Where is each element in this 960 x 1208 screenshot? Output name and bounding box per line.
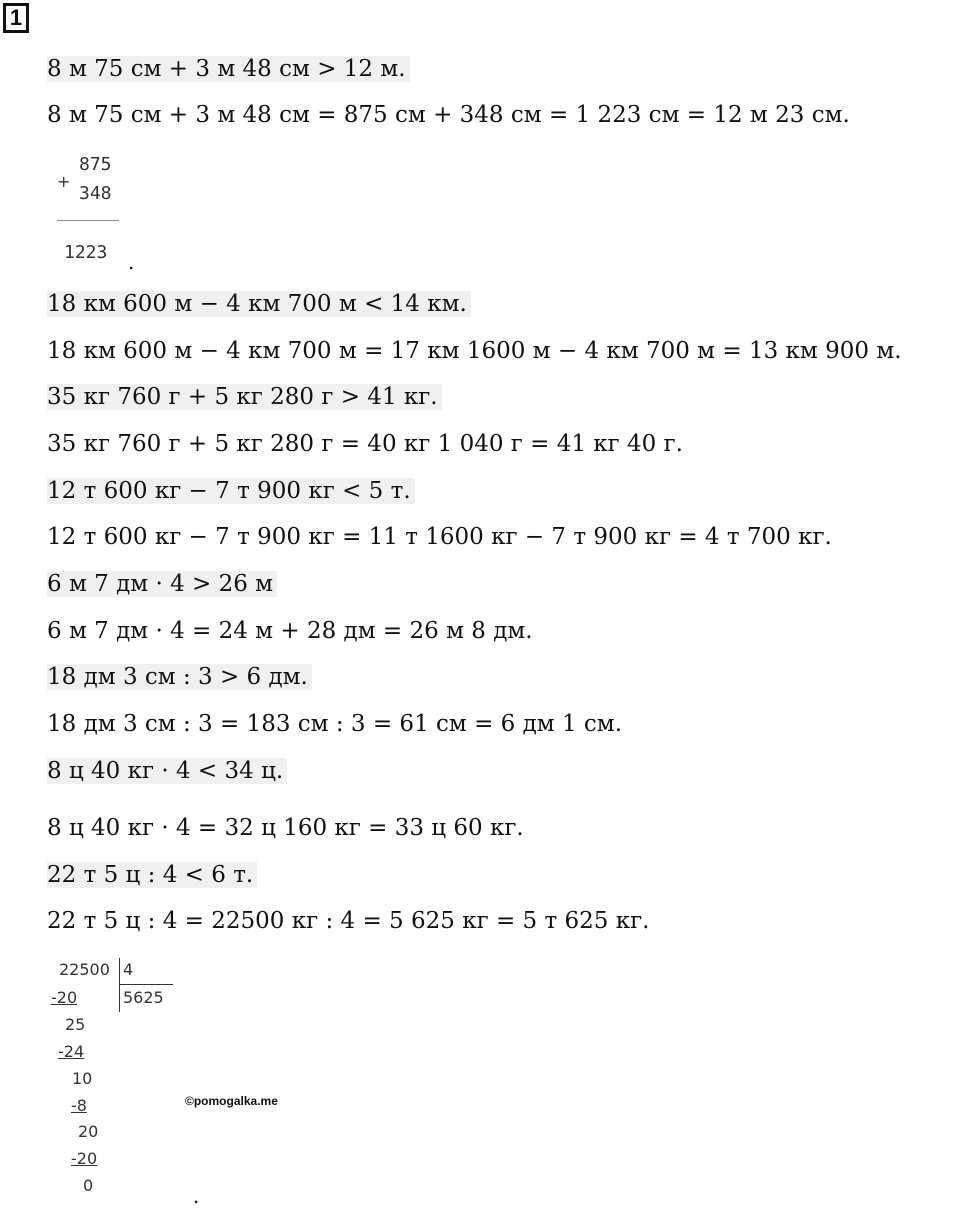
comparison-line-5: 6 м 7 дм · 4 > 26 м — [47, 567, 277, 601]
division-step-7: -20 — [71, 1149, 98, 1168]
division-step-3: -24 — [58, 1042, 85, 1061]
addition-dot: . — [128, 250, 135, 274]
solution-line-4: 12 т 600 кг − 7 т 900 кг = 11 т 1600 кг − 7 т 900 кг = 4 т 700 кг. — [47, 524, 832, 550]
comparison-line-6: 18 дм 3 см : 3 > 6 дм. — [47, 660, 312, 694]
division-quotient: 5625 — [123, 988, 164, 1007]
division-step-6: 20 — [78, 1122, 99, 1141]
addition-sign: + — [57, 172, 71, 191]
division-step-4: 10 — [72, 1069, 93, 1088]
addition-rule — [57, 220, 119, 221]
division-dividend: 22500 — [59, 960, 110, 979]
division-step-8: 0 — [83, 1176, 94, 1195]
division-divisor: 4 — [123, 960, 134, 979]
watermark: ©pomogalka.me — [185, 1094, 278, 1108]
comparison-line-4: 12 т 600 кг − 7 т 900 кг < 5 т. — [47, 474, 415, 508]
division-step-1: -20 — [51, 988, 78, 1007]
comparison-line-3: 35 кг 760 г + 5 кг 280 г > 41 кг. — [47, 380, 442, 414]
division-step-5: -8 — [71, 1096, 87, 1115]
solution-line-5: 6 м 7 дм · 4 = 24 м + 28 дм = 26 м 8 дм. — [47, 618, 533, 644]
comparison-line-8: 22 т 5 ц : 4 < 6 т. — [47, 858, 257, 892]
division-vertical-bar — [119, 958, 120, 1012]
addition-sum: 1223 — [64, 242, 108, 263]
comparison-line-7: 8 ц 40 кг · 4 < 34 ц. — [47, 754, 287, 788]
solution-line-8: 22 т 5 ц : 4 = 22500 кг : 4 = 5 625 кг = 5 т 625 кг. — [47, 908, 650, 934]
division-quotient-bar — [120, 984, 173, 985]
comparison-line-1: 8 м 75 см + 3 м 48 см > 12 м. — [47, 52, 410, 86]
comparison-line-2: 18 км 600 м − 4 км 700 м < 14 км. — [47, 287, 471, 321]
solution-line-1: 8 м 75 см + 3 м 48 см = 875 см + 348 см = 1 223 см = 12 м 23 см. — [47, 102, 850, 128]
solution-line-3: 35 кг 760 г + 5 кг 280 г = 40 кг 1 040 г = 41 кг 40 г. — [47, 431, 683, 457]
division-dot: . — [193, 1184, 200, 1208]
solution-line-6: 18 дм 3 см : 3 = 183 см : 3 = 61 см = 6 дм 1 см. — [47, 711, 623, 737]
division-step-2: 25 — [65, 1015, 86, 1034]
task-number-badge: 1 — [3, 3, 29, 33]
addend-1: 875 — [79, 154, 112, 175]
solution-line-2: 18 км 600 м − 4 км 700 м = 17 км 1600 м − 4 км 700 м = 13 км 900 м. — [47, 338, 902, 364]
solution-line-7: 8 ц 40 кг · 4 = 32 ц 160 кг = 33 ц 60 кг. — [47, 815, 524, 841]
addend-2: 348 — [79, 183, 112, 204]
